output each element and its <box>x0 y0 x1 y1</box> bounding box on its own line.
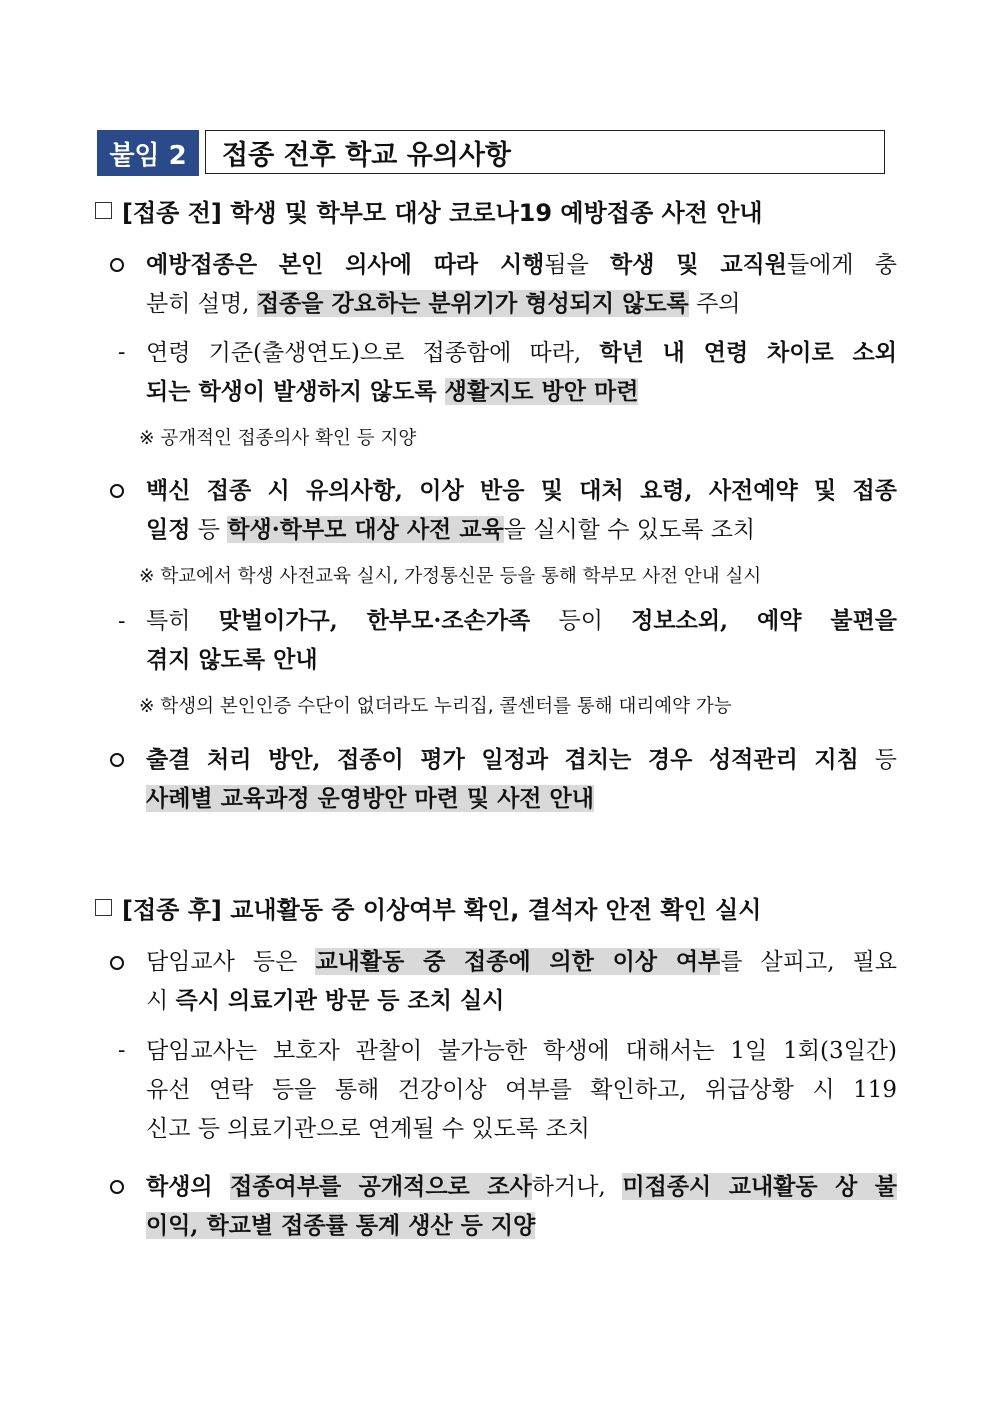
s1-b1-line2: 분히 설명, 접종을 강요하는 분위기가 형성되지 않도록 주의 <box>146 290 741 317</box>
checkbox-square-icon <box>95 202 112 219</box>
s1-b2-line1: 백신 접종 시 유의사항, 이상 반응 및 대처 요령, 사전예약 및 접종 <box>146 477 897 504</box>
checkbox-square-icon <box>95 899 112 916</box>
circle-bullet-icon <box>110 258 124 272</box>
s2-d1-line1: 담임교사는 보호자 관찰이 불가능한 학생에 대해서는 1일 1회(3일간) <box>146 1038 897 1064</box>
s1-note2: ※ 학교에서 학생 사전교육 실시, 가정통신문 등을 통해 학부모 사전 안내 실시 <box>139 566 762 587</box>
circle-bullet-icon <box>110 753 124 767</box>
s2-d1-line3: 신고 등 의료기관으로 연계될 수 있도록 조치 <box>146 1116 590 1142</box>
s1-d1-line1: 연령 기준(출생연도)으로 접종함에 따라, 학년 내 연령 차이로 소외 <box>146 339 897 366</box>
s2-d1-line2: 유선 연락 등을 통해 건강이상 여부를 확인하고, 위급상황 시 119 <box>146 1077 897 1103</box>
s1-d2-line2: 겪지 않도록 안내 <box>146 646 318 673</box>
s2-b2-line1: 학생의 접종여부를 공개적으로 조사하거나, 미접종시 교내활동 상 불 <box>146 1173 897 1200</box>
attachment-badge: 붙임 2 <box>97 130 199 176</box>
dash-marker: - <box>118 1038 126 1063</box>
s1-d2-line1: 특히 맞벌이가구, 한부모·조손가족 등이 정보소외, 예약 불편을 <box>146 607 898 634</box>
section1-heading: [접종 전] 학생 및 학부모 대상 코로나19 예방접종 사전 안내 <box>95 193 763 228</box>
circle-bullet-icon <box>110 956 124 970</box>
s2-b2-line2: 이익, 학교별 접종률 통계 생산 등 지양 <box>146 1212 536 1239</box>
s1-note1: ※ 공개적인 접종의사 확인 등 지양 <box>139 428 417 449</box>
dash-marker: - <box>118 609 126 634</box>
dash-marker: - <box>118 340 126 365</box>
s1-d1-line2: 되는 학생이 발생하지 않도록 생활지도 방안 마련 <box>146 378 639 405</box>
circle-bullet-icon <box>110 484 124 498</box>
section2-heading: [접종 후] 교내활동 중 이상여부 확인, 결석자 안전 확인 실시 <box>95 890 761 925</box>
circle-bullet-icon <box>110 1180 124 1194</box>
s1-b3-line1: 출결 처리 방안, 접종이 평가 일정과 겹치는 경우 성적관리 지침 등 <box>146 746 897 773</box>
s1-b2-line2: 일정 등 학생·학부모 대상 사전 교육을 실시할 수 있도록 조치 <box>146 516 756 543</box>
s1-b1-line1: 예방접종은 본인 의사에 따라 시행됨을 학생 및 교직원들에게 충 <box>146 251 897 278</box>
s2-b1-line2: 시 즉시 의료기관 방문 등 조치 실시 <box>146 987 505 1014</box>
s1-b3-line2: 사례별 교육과정 운영방안 마련 및 사전 안내 <box>146 785 594 812</box>
page-title: 접종 전후 학교 유의사항 <box>205 130 885 174</box>
s1-note3: ※ 학생의 본인인증 수단이 없더라도 누리집, 콜센터를 통해 대리예약 가능 <box>139 696 732 717</box>
s2-b1-line1: 담임교사 등은 교내활동 중 접종에 의한 이상 여부를 살피고, 필요 <box>146 948 897 975</box>
